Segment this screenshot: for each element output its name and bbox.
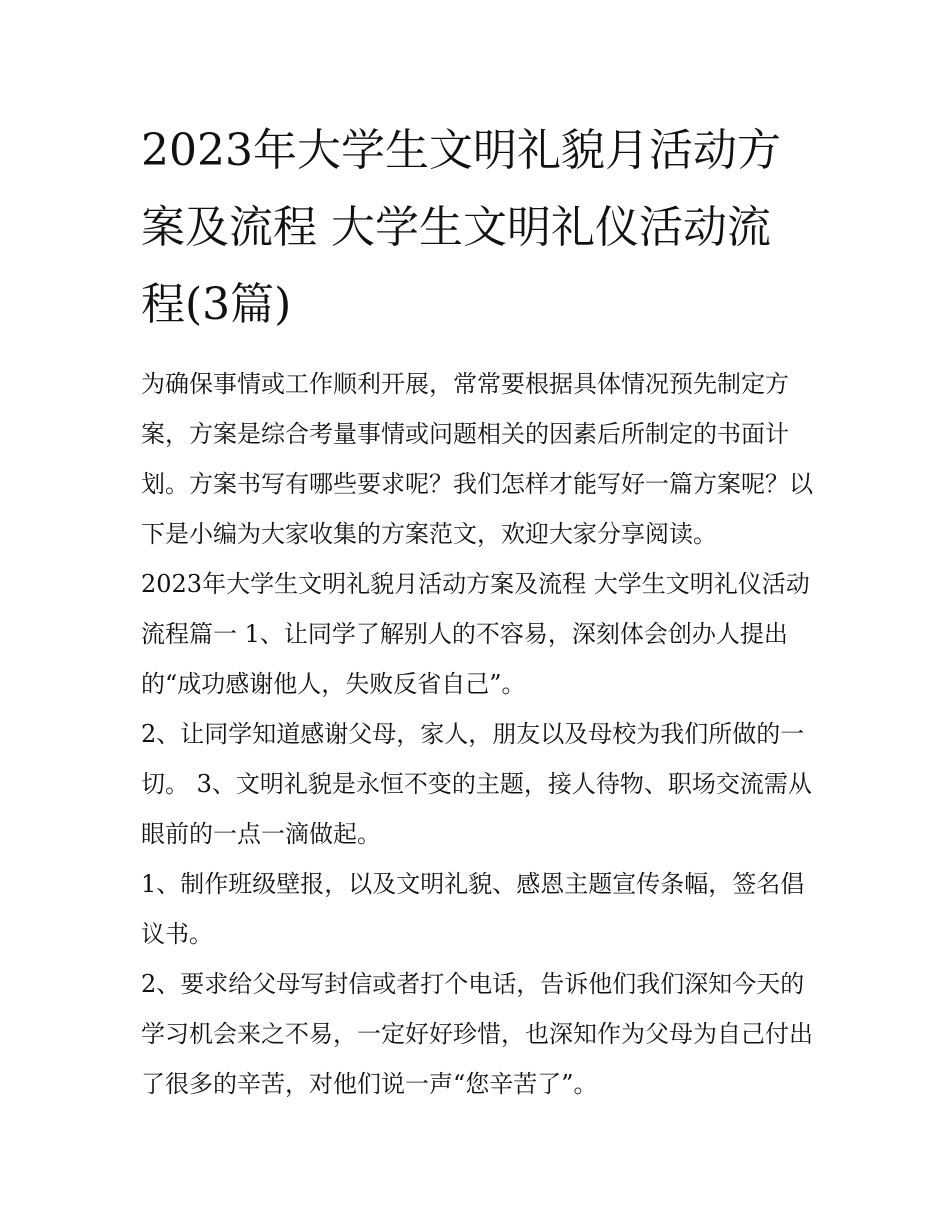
- article-paragraph-3: 1、制作班级壁报，以及文明礼貌、感恩主题宣传条幅，签名倡议书。: [141, 870, 805, 948]
- document-title: 2023年大学生文明礼貌月活动方案及流程 大学生文明礼仪活动流程(3篇): [141, 125, 781, 330]
- intro-paragraph: 为确保事情或工作顺利开展，常常要根据具体情况预先制定方案，方案是综合考量事情或问题相关的因素后所制定的书面计划。方案书写有哪些要求呢？我们怎样才能写好一篇方案呢？以下是小编为大家收集的方案范文，欢迎大家分享阅读。: [141, 370, 813, 548]
- article-paragraph-4: 2、要求给父母写封信或者打个电话，告诉他们我们深知今天的学习机会来之不易，一定好好珍惜，也深知作为父母为自己付出了很多的辛苦，对他们说一声“您辛苦了”。: [141, 970, 813, 1098]
- article-paragraph-2: 2、让同学知道感谢父母，家人，朋友以及母校为我们所做的一切。 3、文明礼貌是永恒不变的主题，接人待物、职场交流需从眼前的一点一滴做起。: [141, 720, 812, 848]
- document-body: [141, 112, 813, 1109]
- article-paragraph-1: 2023年大学生文明礼貌月活动方案及流程 大学生文明礼仪活动流程篇一 1、让同学了解别人的不容易，深刻体会创办人提出的“成功感谢他人，失败反省自己”。: [141, 570, 810, 698]
